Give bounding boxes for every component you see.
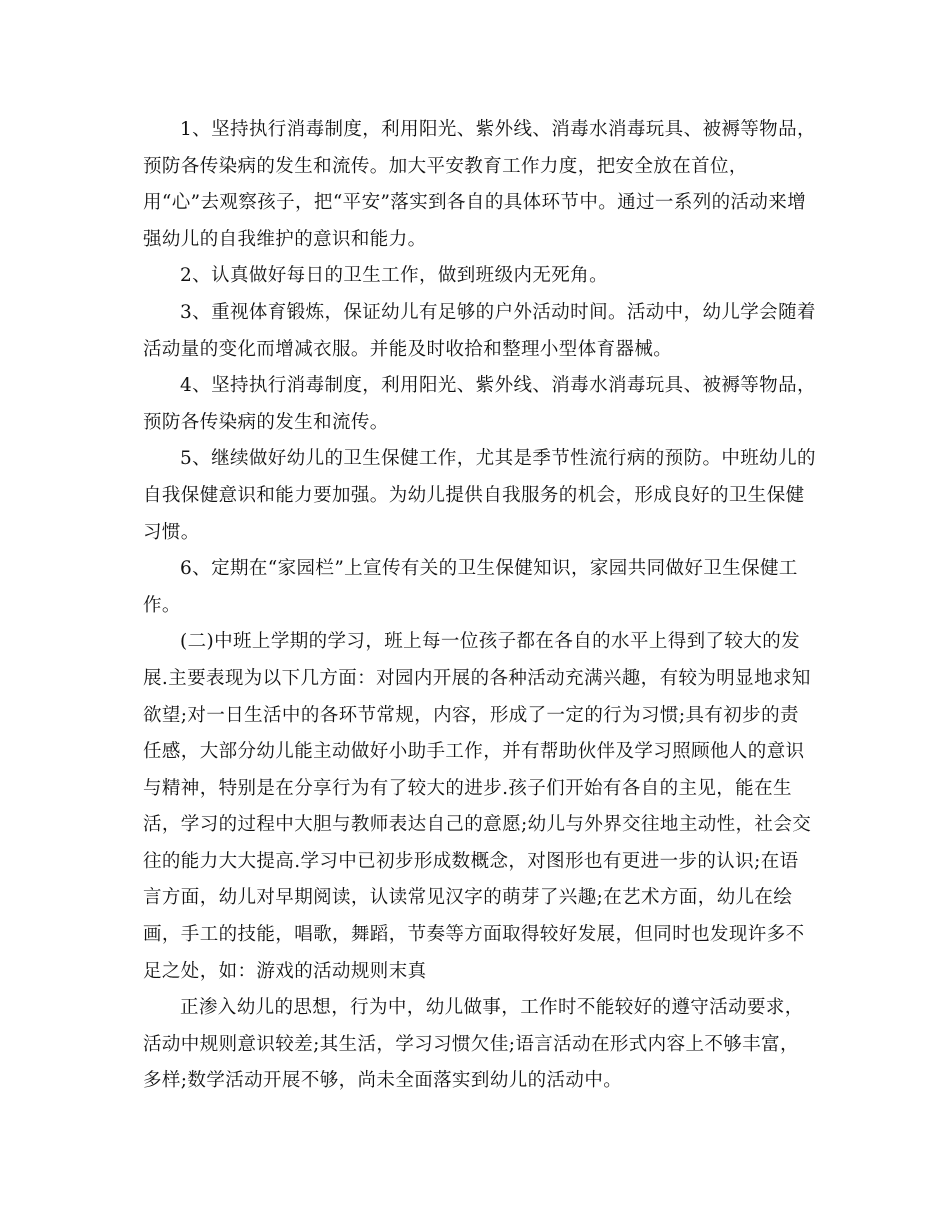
paragraph-8 — [143, 990, 808, 1100]
paragraph-6 — [143, 551, 808, 624]
paragraph-1 — [143, 112, 816, 258]
text-line: 4、坚持执行消毒制度，利用阳光、紫外线、消毒水消毒玩具、被褥等物品， — [180, 375, 816, 397]
text-line: (二)中班上学期的学习，班上每一位孩子都在各自的水平上得到了较大的发 — [180, 631, 801, 653]
text-line: 作。 — [143, 594, 181, 616]
document-body — [143, 112, 816, 1100]
paragraph-5 — [143, 441, 816, 551]
text-line: 预防各传染病的发生和流传。 — [143, 411, 389, 433]
paragraph-3 — [143, 295, 816, 368]
text-line: 与精神，特别是在分享行为有了较大的进步.孩子们开始有各自的主见，能在生 — [143, 777, 792, 799]
text-line: 欲望;对一日生活中的各环节常规，内容，形成了一定的行为习惯;具有初步的责 — [143, 704, 799, 726]
text-line: 多样;数学活动开展不够，尚未全面落实到幼儿的活动中。 — [143, 1070, 623, 1092]
text-line: 画，手工的技能，唱歌，舞蹈，节奏等方面取得较好发展，但同时也发现许多不 — [143, 924, 805, 946]
text-line: 强幼儿的自我维护的意识和能力。 — [143, 228, 427, 250]
text-line: 展.主要表现为以下几方面：对园内开展的各种活动充满兴趣，有较为明显地求知 — [143, 667, 811, 689]
text-line: 2、认真做好每日的卫生工作，做到班级内无死角。 — [180, 265, 608, 287]
text-line: 用“心”去观察孩子，把“平安”落实到各自的具体环节中。通过一系列的活动来增 — [143, 192, 807, 214]
text-line: 活动中规则意识较差;其生活，学习习惯欠佳;语言活动在形式内容上不够丰富， — [143, 1033, 799, 1055]
text-line: 足之处，如：游戏的活动规则末真 — [143, 960, 427, 982]
text-line: 5、继续做好幼儿的卫生保健工作，尤其是季节性流行病的预防。中班幼儿的 — [180, 448, 816, 470]
text-line: 任感，大部分幼儿能主动做好小助手工作，并有帮助伙伴及学习照顾他人的意识 — [143, 741, 805, 763]
text-line: 活动量的变化而增减衣服。并能及时收拾和整理小型体育器械。 — [143, 338, 673, 360]
text-line: 1、坚持执行消毒制度，利用阳光、紫外线、消毒水消毒玩具、被褥等物品， — [180, 119, 816, 140]
text-line: 正渗入幼儿的思想，行为中，幼儿做事，工作时不能较好的遵守活动要求， — [180, 997, 804, 1019]
text-line: 预防各传染病的发生和流传。加大平安教育工作力度，把安全放在首位， — [143, 155, 748, 177]
text-line: 3、重视体育锻炼，保证幼儿有足够的户外活动时间。活动中，幼儿学会随着 — [180, 301, 816, 323]
text-line: 习惯。 — [143, 521, 200, 543]
text-line: 言方面，幼儿对早期阅读，认读常见汉字的萌芽了兴趣;在艺术方面，幼儿在绘 — [143, 887, 793, 909]
text-line: 活，学习的过程中大胆与教师表达自己的意愿;幼儿与外界交往地主动性，社会交 — [143, 814, 812, 836]
paragraph-7 — [143, 624, 812, 990]
paragraph-2 — [143, 258, 808, 295]
paragraph-4 — [143, 368, 816, 441]
text-line: 自我保健意识和能力要加强。为幼儿提供自我服务的机会，形成良好的卫生保健 — [143, 484, 805, 506]
text-line: 6、定期在“家园栏”上宣传有关的卫生保健知识，家园共同做好卫生保健工 — [180, 558, 798, 580]
text-line: 往的能力大大提高.学习中已初步形成数概念，对图形也有更进一步的认识;在语 — [143, 850, 799, 872]
